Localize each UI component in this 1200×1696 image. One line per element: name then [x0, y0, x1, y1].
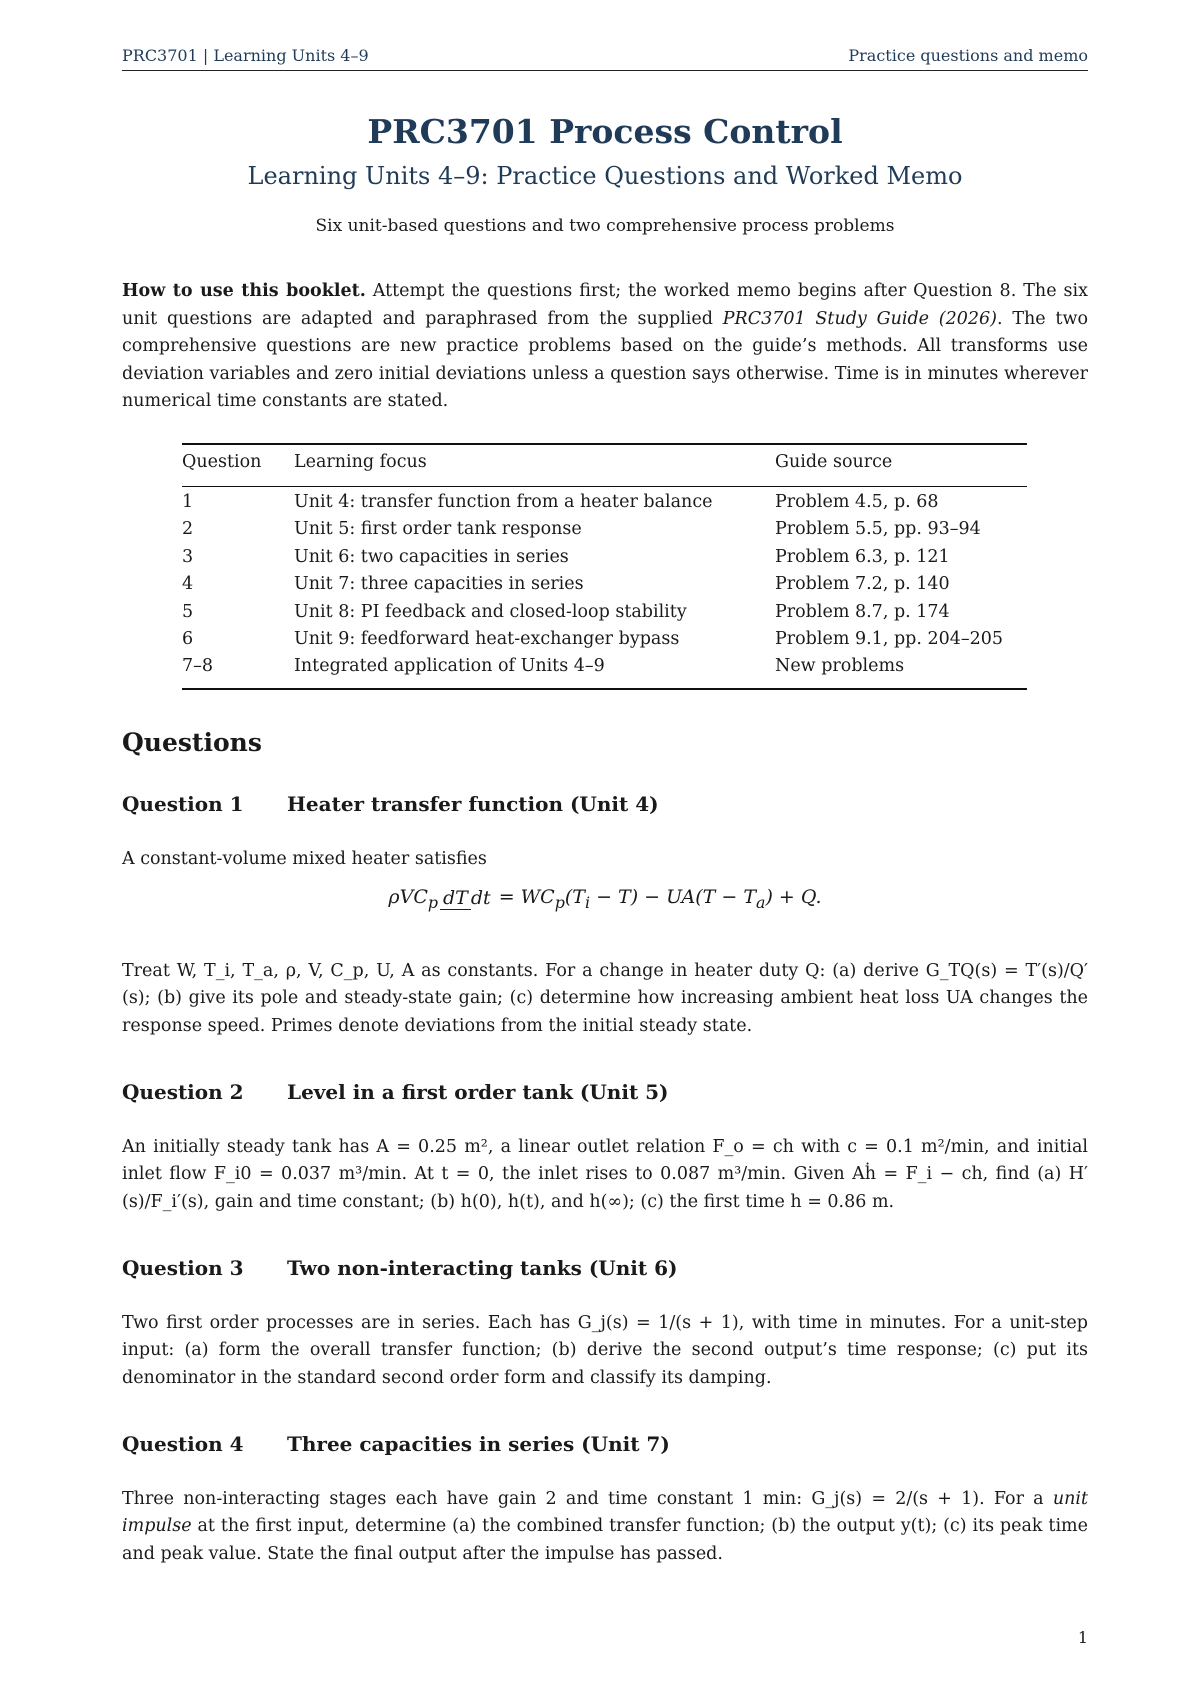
- question-4-body: [122, 1486, 1088, 1568]
- eq-part: − T) − UA(T − T: [590, 886, 757, 908]
- eq-part: ) + Q.: [765, 886, 822, 908]
- table-cell: Problem 9.1, pp. 204–205: [775, 628, 1004, 649]
- table-top-rule: [182, 443, 1027, 445]
- table-body: [182, 492, 1027, 684]
- table-cell: Unit 7: three capacities in series: [294, 574, 584, 595]
- table-cell: Problem 7.2, p. 140: [775, 574, 950, 595]
- question-1-heading: [122, 792, 659, 816]
- table-row: [182, 547, 1027, 574]
- section-title: Questions: [122, 728, 262, 757]
- table-cell: New problems: [775, 656, 905, 677]
- table-cell: Unit 6: two capacities in series: [294, 546, 569, 567]
- table-cell: Integrated application of Units 4–9: [294, 656, 605, 677]
- question-number: Question 3: [122, 1256, 244, 1280]
- page-number: 1: [1077, 1628, 1088, 1647]
- question-title: Two non-interacting tanks (Unit 6): [287, 1256, 678, 1280]
- document-subtitle: Learning Units 4–9: Practice Questions and Worked Memo: [247, 162, 963, 190]
- running-header: [122, 44, 1088, 71]
- table-cell: Problem 4.5, p. 68: [775, 492, 939, 512]
- question-title: Three capacities in series (Unit 7): [287, 1432, 670, 1456]
- question-number: Question 4: [122, 1432, 244, 1456]
- eq-denominator: dt: [470, 887, 491, 909]
- table-cell: 7–8: [182, 656, 214, 677]
- table-cell: 5: [182, 601, 194, 622]
- question-1-equation: [122, 886, 1088, 912]
- table-cell: Unit 5: first order tank response: [294, 519, 582, 540]
- table-cell: 1: [182, 492, 194, 512]
- table-cell: Problem 8.7, p. 174: [775, 601, 950, 622]
- table-bottom-rule: [182, 688, 1027, 690]
- table-cell: 6: [182, 628, 194, 649]
- table-row: [182, 492, 1027, 519]
- question-4-text: at the first input, determine (a) the combined transfer function; (b) the output y(t); (c) its peak time and peak value. State the final output after the impulse has passed.: [122, 1516, 1088, 1564]
- question-3-body: Two first order processes are in series. Each has G_j(s) = 1/(s + 1), with time in minutes. For a unit-step input: (a) form the overall transfer function; (b) derive the second output’s time response; (c) put its denominator in the standard second order form and classify its damping.: [122, 1313, 1088, 1388]
- table-cell: Problem 6.3, p. 121: [775, 546, 950, 567]
- table-cell: Unit 9: feedforward heat-exchanger bypass: [294, 628, 680, 649]
- intro-paragraph: [122, 278, 1088, 416]
- intro-text-2: . The two comprehensive questions are new practice problems based on the guide’s methods. All transforms use deviation variables and zero initial deviations unless a question says otherwise. Time is in minutes wherever numerical time constants are stated.: [122, 308, 1088, 412]
- table-header-focus: Learning focus: [294, 452, 427, 472]
- question-4-emphasis: unit impulse: [122, 1489, 1088, 1537]
- question-3-heading: [122, 1256, 677, 1280]
- intro-lead: How to use this booklet.: [122, 281, 366, 301]
- table-cell: 2: [182, 519, 194, 540]
- question-1-body: Treat W, T_i, T_a, ρ, V, C_p, U, A as constants. For a change in heater duty Q: (a) derive G_TQ(s) = T′(s)/Q′(s); (b) give its pole and steady-state gain; (c) determine how increasing ambient heat loss UA changes the response speed. Primes denote deviations from the initial steady state.: [122, 961, 1088, 1036]
- intro-guide-title: PRC3701 Study Guide (2026): [722, 308, 997, 329]
- eq-part: (T: [564, 886, 585, 908]
- table-cell: Problem 5.5, pp. 93–94: [775, 519, 981, 540]
- question-1-lead: A constant-volume mixed heater satisfies: [122, 849, 487, 869]
- table-mid-rule: [182, 486, 1027, 487]
- table-header-question: Question: [182, 452, 262, 472]
- question-title: Heater transfer function (Unit 4): [287, 792, 659, 816]
- eq-part: ρVC: [388, 886, 428, 908]
- eq-sub: p: [427, 892, 438, 912]
- table-row: [182, 656, 1027, 683]
- eq-sub: i: [584, 892, 591, 912]
- table-cell: 4: [182, 574, 194, 595]
- table-row: [182, 629, 1027, 656]
- eq-part: = WC: [492, 886, 555, 908]
- table-row: [182, 574, 1027, 601]
- eq-numerator: dT: [440, 887, 471, 910]
- eq-fraction: [440, 887, 491, 909]
- question-2-heading: [122, 1080, 669, 1104]
- running-header-left: PRC3701 | Learning Units 4–9: [122, 46, 369, 65]
- document-tagline: Six unit-based questions and two comprehensive process problems: [315, 216, 895, 236]
- question-title: Level in a first order tank (Unit 5): [287, 1080, 669, 1104]
- table-row: [182, 519, 1027, 546]
- table-row: [182, 602, 1027, 629]
- eq-sub: a: [756, 892, 766, 912]
- table-cell: Unit 4: transfer function from a heater balance: [294, 492, 713, 512]
- document-title: PRC3701 Process Control: [367, 112, 843, 151]
- question-4-heading: [122, 1432, 670, 1456]
- question-4-text: Three non-interacting stages each have gain 2 and time constant 1 min: G_j(s) = 2/(s + 1). For a: [122, 1489, 1053, 1509]
- question-2-body: An initially steady tank has A = 0.25 m², a linear outlet relation F_o = ch with c = 0.1 m²/min, and initial inlet flow F_i0 = 0.037 m³/min. At t = 0, the inlet rises to 0.087 m³/min. Given Aḣ = F_i − ch, find (a) H′(s)/F_i′(s), gain and time constant; (b) h(0), h(t), and h(∞); (c) the first time h = 0.86 m.: [122, 1137, 1088, 1212]
- running-header-right: Practice questions and memo: [848, 46, 1088, 65]
- table-header-source: Guide source: [775, 452, 893, 472]
- eq-sub: p: [554, 892, 565, 912]
- table-cell: 3: [182, 546, 194, 567]
- table-cell: Unit 8: PI feedback and closed-loop stability: [294, 601, 687, 622]
- question-number: Question 1: [122, 792, 244, 816]
- question-number: Question 2: [122, 1080, 244, 1104]
- intro-text-1: Attempt the questions first; the worked memo begins after Question 8. The six unit questions are adapted and paraphrased from the supplied: [122, 281, 1088, 329]
